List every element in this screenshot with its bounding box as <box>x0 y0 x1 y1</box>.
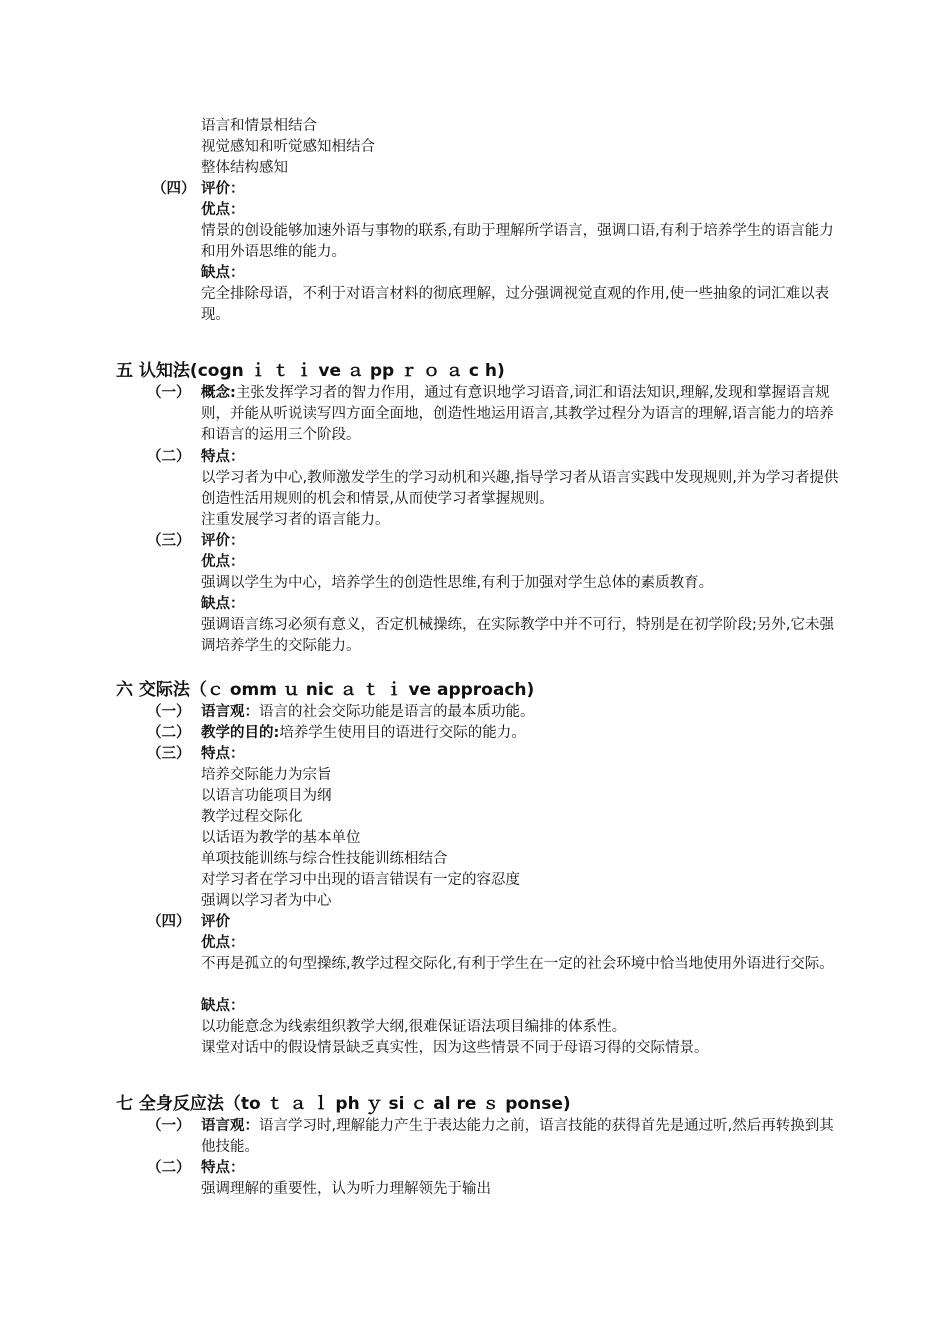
item-number: （四） <box>152 181 196 197</box>
feature-line: 单项技能训练与综合性技能训练相结合 <box>201 851 448 867</box>
features-label: 特点： <box>201 449 245 465</box>
feature-line: 教学过程交际化 <box>201 809 303 825</box>
feature-line: 强调以学习者为中心 <box>201 893 332 909</box>
section-heading-5: 五 认知法(cogn ｉ ｔ ｉ ve ａ pp ｒ ｏ ａ c h) <box>116 361 505 381</box>
features-label: 特点： <box>201 746 245 762</box>
item-number: （二） <box>147 449 191 465</box>
section-heading-7: 七 全身反应法（to ｔ ａ ｌ ph ｙ si ｃ al re ｓ ponse) <box>116 1094 571 1114</box>
cons-text: 以功能意念为线索组织教学大纲,很难保证语法项目编排的体系性。 <box>201 1019 627 1035</box>
item-number: （四） <box>147 914 191 930</box>
feature-line: 整体结构感知 <box>201 160 288 176</box>
concept-paragraph <box>201 383 841 446</box>
features-label: 特点： <box>201 1160 245 1176</box>
item-number: （一） <box>147 1118 191 1134</box>
cons-label: 缺点： <box>201 265 245 281</box>
pros-label: 优点： <box>201 554 245 570</box>
feature-line: 培养交际能力为宗旨 <box>201 767 332 783</box>
item-number: （三） <box>147 533 191 549</box>
item-number: （一） <box>147 385 191 401</box>
teaching-goal-label: 教学的目的: <box>201 725 280 741</box>
cons-label: 缺点： <box>201 596 245 612</box>
language-view-text: 语言的社会交际功能是语言的最本质功能。 <box>259 704 535 720</box>
cons-text: 完全排除母语，不利于对语言材料的彻底理解，过分强调视觉直观的作用,使一些抽象的词汇难以表现。 <box>201 286 830 323</box>
concept-label: 概念: <box>201 385 236 401</box>
features-text: 以学习者为中心,教师激发学生的学习动机和兴趣,指导学习者从语言实践中发现规则,并为学习者提供创造性活用规则的机会和情景,从而使学习者掌握规则。 <box>201 470 839 507</box>
language-view-text: 语言学习时,理解能力产生于表达能力之前，语言技能的获得首先是通过听,然后再转换到其他技能。 <box>201 1118 834 1155</box>
feature-line: 视觉感知和听觉感知相结合 <box>201 139 375 155</box>
teaching-goal <box>201 723 526 744</box>
pros-text: 不再是孤立的句型操练,教学过程交际化,有利于学生在一定的社会环境中恰当地使用外语进行交际。 <box>201 956 834 972</box>
pros-label: 优点： <box>201 202 245 218</box>
item-number: （二） <box>147 725 191 741</box>
item-number: （一） <box>147 704 191 720</box>
item-number: （三） <box>147 746 191 762</box>
eval-label: 评价： <box>201 181 245 197</box>
language-view <box>201 702 535 723</box>
language-view-label: 语言观： <box>201 704 259 720</box>
pros-label: 优点： <box>201 935 245 951</box>
language-view <box>201 1116 841 1158</box>
feature-line: 对学习者在学习中出现的语言错误有一定的容忍度 <box>201 872 520 888</box>
language-view-label: 语言观： <box>201 1118 259 1134</box>
cons-label: 缺点： <box>201 998 245 1014</box>
feature-line: 以语言功能项目为纲 <box>201 788 332 804</box>
feature-line: 以话语为教学的基本单位 <box>201 830 361 846</box>
eval-label: 评价 <box>201 914 230 930</box>
pros-text: 情景的创设能够加速外语与事物的联系,有助于理解所学语言，强调口语,有利于培养学生的语言能力和用外语思维的能力。 <box>201 223 834 260</box>
cons-text: 强调语言练习必须有意义，否定机械操练，在实际教学中并不可行，特别是在初学阶段;另外,它未强调培养学生的交际能力。 <box>201 617 834 654</box>
item-number: （二） <box>147 1160 191 1176</box>
section-heading-6: 六 交际法（ｃ omm ｕ nic ａ ｔ ｉ ve approach) <box>116 680 535 700</box>
eval-label: 评价： <box>201 533 245 549</box>
feature-line: 语言和情景相结合 <box>201 118 317 134</box>
features-text: 强调理解的重要性，认为听力理解领先于输出 <box>201 1181 491 1197</box>
pros-text: 强调以学生为中心，培养学生的创造性思维,有利于加强对学生总体的素质教育。 <box>201 575 714 591</box>
concept-text: 主张发挥学习者的智力作用，通过有意识地学习语音,词汇和语法知识,理解,发现和掌握语言规则，并能从听说读写四方面全面地，创造性地运用语言,其教学过程分为语言的理解,语言能力的培养和语言的运用三个阶段。 <box>201 385 834 443</box>
features-text-2: 注重发展学习者的语言能力。 <box>201 512 390 528</box>
teaching-goal-text: 培养学生使用目的语进行交际的能力。 <box>279 725 526 741</box>
cons-text: 课堂对话中的假设情景缺乏真实性，因为这些情景不同于母语习得的交际情景。 <box>201 1040 709 1056</box>
